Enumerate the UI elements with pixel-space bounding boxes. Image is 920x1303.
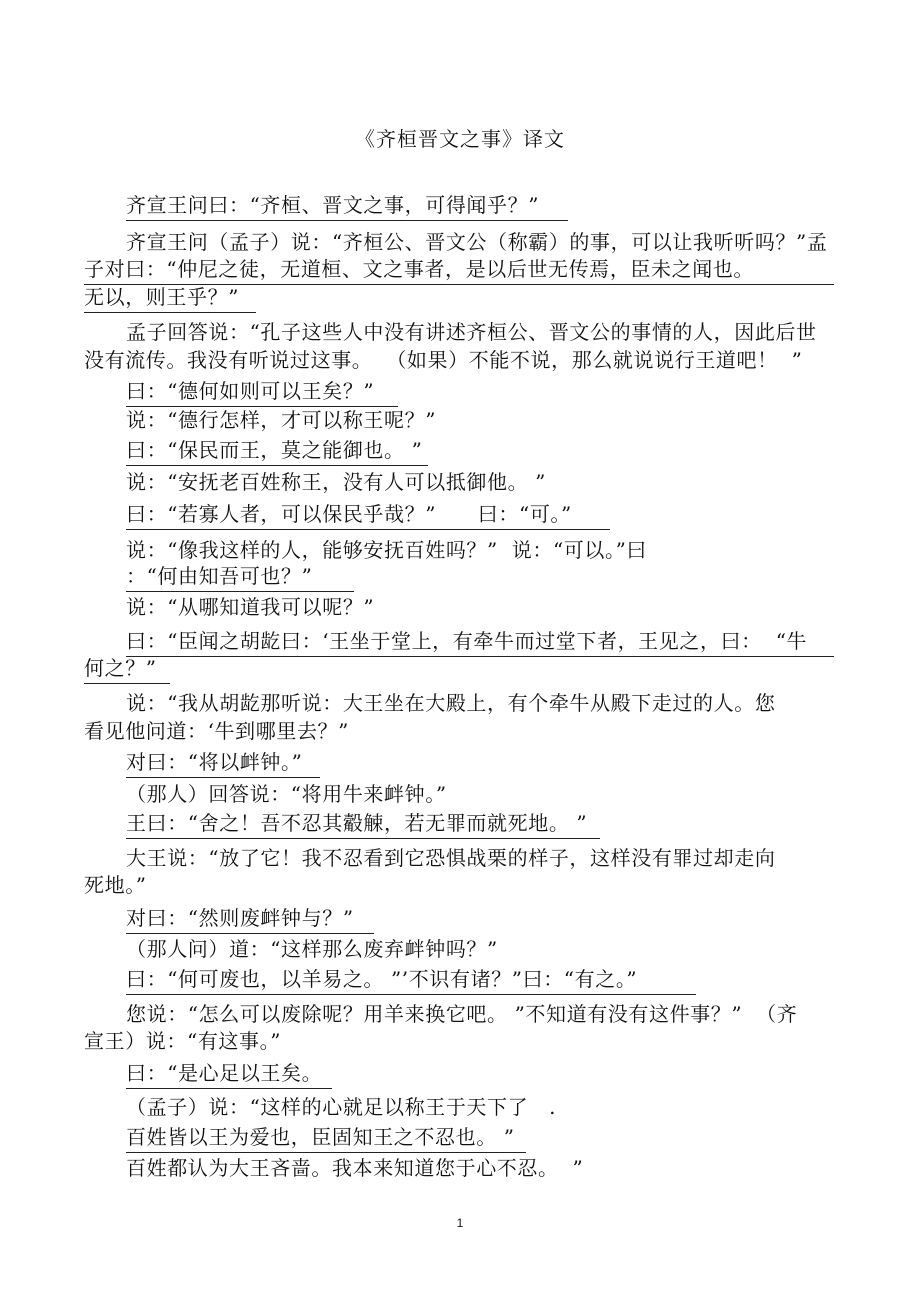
- text-line-translation: 大王说：“放了它！我不忍看到它恐惧战栗的样子，这样没有罪过却走向: [126, 846, 776, 870]
- text-line-translation: 没有流传。我没有听说过这事。 （如果）不能不说，那么就说说行王道吧！ ”: [84, 348, 803, 372]
- text-line-translation: 死地。”: [84, 873, 147, 897]
- text-line-translation: 您说：“怎么可以废除呢？用羊来换它吧。 ”不知道有没有这件事？” （齐: [126, 1002, 798, 1026]
- text-line-translation: （那人问）道：“这样那么废弃衅钟吗？”: [126, 937, 498, 961]
- text-line-original: 齐宣王问曰：“齐桓、晋文之事，可得闻乎？”: [126, 192, 568, 221]
- text-line-original: 曰：“若寡人者，可以保民乎哉？” 曰：“可。”: [126, 501, 610, 530]
- text-line-original: 曰：“是心足以王矣。: [126, 1060, 332, 1089]
- text-line-translation: 说：“从哪知道我可以呢？”: [126, 595, 375, 619]
- text-line-original: 王曰：“舍之！吾不忍其觳觫，若无罪而就死地。 ”: [126, 810, 600, 839]
- text-line-translation: 说：“我从胡龁那听说：大王坐在大殿上，有个牵牛从殿下走过的人。您: [126, 691, 776, 715]
- text-line-original: 曰：“保民而王，莫之能御也。 ”: [126, 437, 428, 466]
- text-line-translation: 百姓都认为大王吝啬。我本来知道您于心不忍。 ”: [126, 1156, 584, 1180]
- text-line-original: 曰：“臣闻之胡龁曰：‘王坐于堂上，有牵牛而过堂下者，王见之，曰： “牛: [126, 628, 834, 657]
- text-line-translation: 宣王）说：“有这事。”: [84, 1029, 282, 1053]
- text-line-original: 无以，则王乎？”: [84, 284, 256, 313]
- text-line-original: ：“何由知吾可也？”: [126, 563, 354, 592]
- text-line-original: 何之？”: [84, 655, 170, 684]
- text-line-original: 曰：“德何如则可以王矣？”: [126, 378, 398, 407]
- text-line-original: 曰：“何可废也，以羊易之。 ”’不识有诸？”曰：“有之。”: [126, 966, 696, 995]
- document-title: 《齐桓晋文之事》译文: [355, 127, 565, 151]
- text-line-original: 子对曰：“仲尼之徒，无道桓、文之事者，是以后世无传焉，臣未之闻也。: [84, 256, 834, 285]
- text-line-translation: 看见他问道：‘牛到哪里去？”: [84, 719, 349, 743]
- text-line-translation: 说：“像我这样的人，能够安抚百姓吗？” 说：“可以。”曰: [126, 538, 648, 562]
- text-line-translation: （那人）回答说：“将用牛来衅钟。”: [126, 782, 447, 806]
- text-line-translation: 说：“安抚老百姓称王，没有人可以抵御他。 ”: [126, 470, 547, 494]
- text-line-translation: （孟子）说：“这样的心就足以称王于天下了 .: [126, 1095, 557, 1119]
- text-line-original: 对曰：“然则废衅钟与？”: [126, 905, 374, 934]
- text-line-translation: 孟子回答说：“孔子这些人中没有讲述齐桓公、晋文公的事情的人，因此后世: [126, 320, 817, 344]
- text-line-translation: 说：“德行怎样，才可以称王呢？”: [126, 408, 437, 432]
- page-number: 1: [456, 1216, 464, 1230]
- text-line-original: 百姓皆以王为爱也，臣固知王之不忍也。 ”: [126, 1124, 526, 1153]
- text-line-translation: 齐宣王问（孟子）说：“齐桓公、晋文公（称霸）的事，可以让我听听吗？”孟: [126, 230, 828, 254]
- text-line-original: 对曰：“将以衅钟。”: [126, 749, 320, 778]
